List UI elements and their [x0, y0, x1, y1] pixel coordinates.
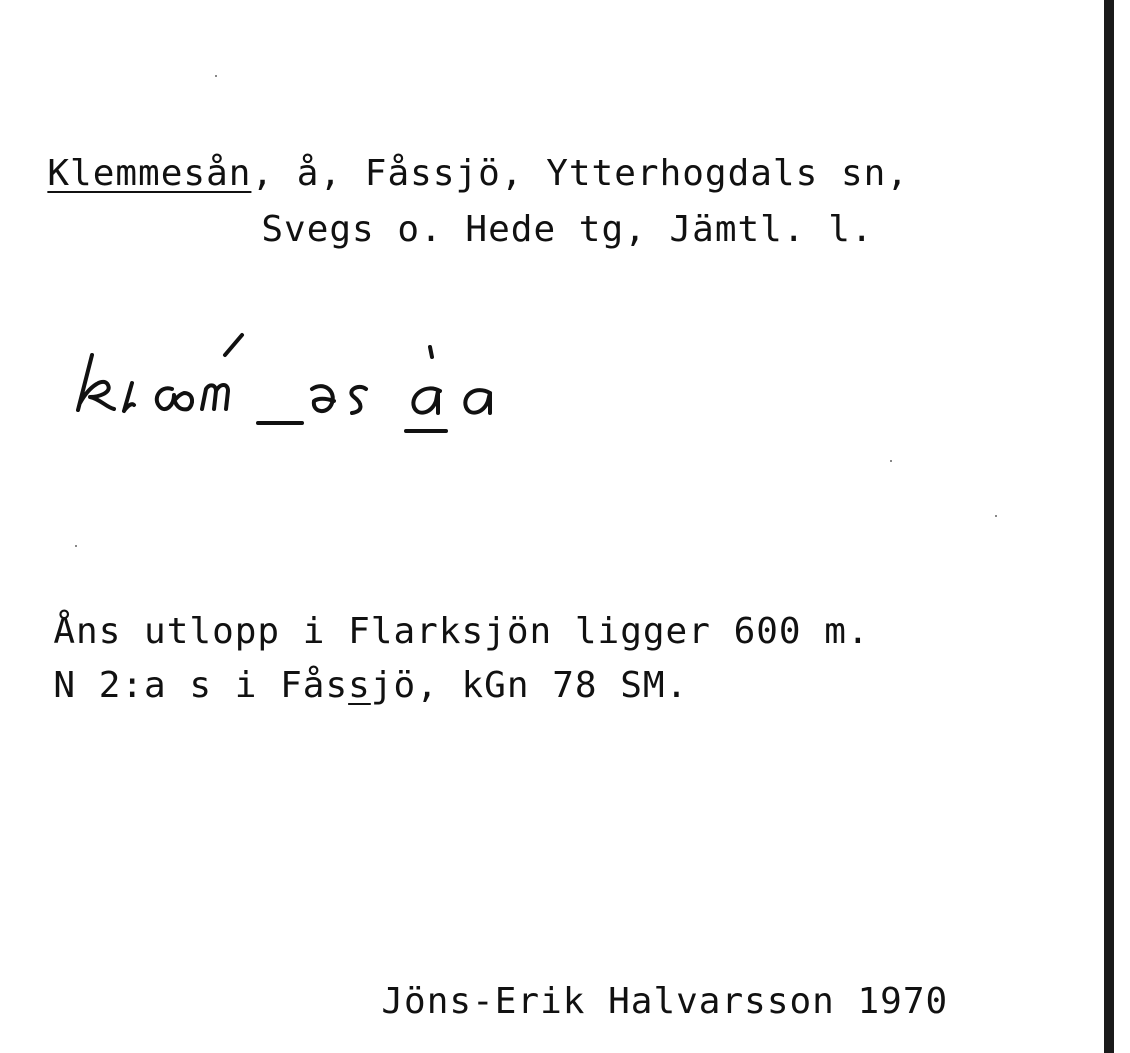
- phonetic-schwa: [312, 386, 334, 411]
- entry-location: , å, Fåssjö, Ytterhogdals sn,: [251, 153, 909, 194]
- map-reference-underlined: s: [348, 665, 371, 706]
- phonetic-l: [124, 383, 134, 411]
- phonetic-m: [202, 385, 228, 409]
- phonetic-k: [78, 355, 114, 410]
- note-line-2: [8, 624, 688, 706]
- map-reference-a: N 2:a s i Fås: [53, 665, 349, 706]
- outlet-note: Åns utlopp i Flarksjön ligger 600 m.: [53, 611, 870, 652]
- speck: [215, 75, 217, 77]
- phonetic-a1: [413, 388, 440, 413]
- phonetic-ae: [157, 388, 192, 409]
- phonetic-acute: [225, 335, 242, 355]
- phonetic-ring: [430, 347, 432, 357]
- phonetic-s: [351, 387, 366, 413]
- card-right-edge: [1104, 0, 1114, 1053]
- speck: [75, 545, 77, 547]
- handwritten-pronunciation: [70, 325, 510, 445]
- recorder-signature: Jöns-Erik Halvarsson 1970: [381, 981, 949, 1022]
- map-reference-b: jö, kGn 78 SM.: [370, 665, 689, 706]
- entry-line-2: [216, 168, 874, 250]
- headword: Klemmesån: [47, 153, 252, 194]
- signature-line: [336, 940, 948, 1022]
- phonetic-a2: [465, 390, 490, 413]
- entry-district: Svegs o. Hede tg, Jämtl. l.: [261, 209, 874, 250]
- speck: [995, 515, 997, 517]
- speck: [890, 460, 892, 462]
